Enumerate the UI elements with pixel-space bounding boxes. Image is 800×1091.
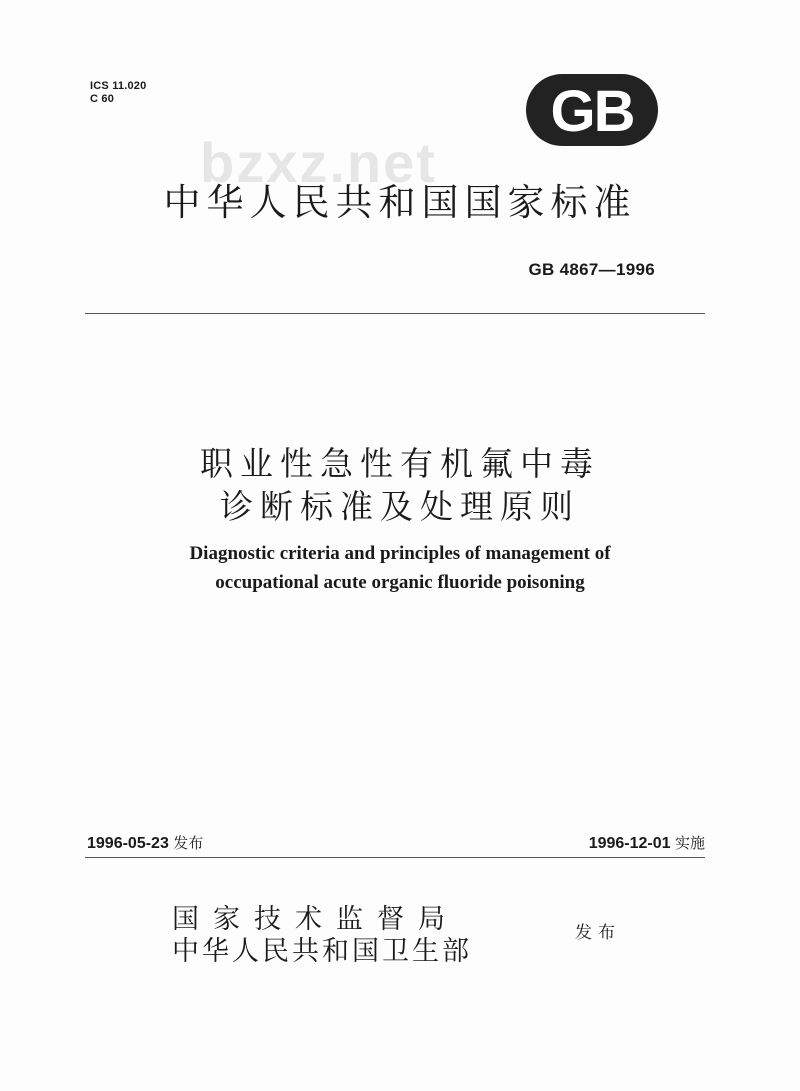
class-code: C 60 [90,93,115,105]
issue-date-label: 发布 [173,834,204,852]
title-cn-line1: 职业性急性有机氟中毒 [200,444,600,483]
watermark: bzxz.net [200,131,437,194]
implementation-date [589,832,705,853]
classification-codes [90,80,146,106]
issue-date [87,832,203,853]
implementation-date-value: 1996-12-01 [588,835,671,852]
implementation-date-label: 实施 [674,834,705,852]
ics-code: ICS 11.020 [90,80,147,92]
title-cn-line2: 诊断标准及处理原则 [220,487,580,526]
top-divider [85,313,705,314]
gb-logo [522,70,662,150]
publish-label: 发布 [575,923,621,943]
bottom-divider [85,857,705,858]
standard-number: GB 4867—1996 [528,260,655,279]
issue-date-value: 1996-05-23 [87,835,169,852]
issuer-org-2: 中华人民共和国卫生部 [172,936,472,967]
issuer-org-1: 国家技术监督局 [172,904,459,935]
title-en-line1: Diagnostic criteria and principles of management of [189,543,611,564]
gb-logo-text: GB [550,79,634,144]
national-standard-title: 中华人民共和国国家标准 [163,181,637,224]
title-en-line2: occupational acute organic fluoride poisoning [215,572,585,593]
